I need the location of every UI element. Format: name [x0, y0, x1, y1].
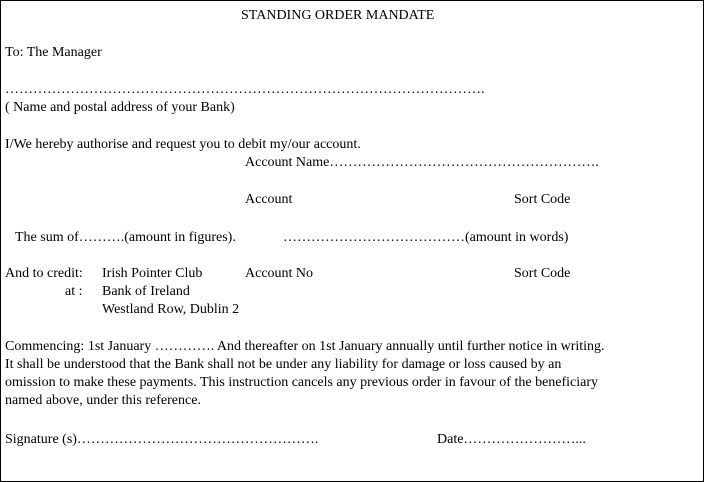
terms-line: omission to make these payments. This instruction cancels any previous order in favour of the beneficiary: [5, 375, 599, 390]
credit-account-no-label: Account No: [245, 266, 314, 281]
payee-name: Irish Pointer Club: [102, 266, 203, 281]
bank-address-field[interactable]: ………………………………………………………………………………………….: [5, 82, 485, 97]
sort-code-label: Sort Code: [514, 192, 571, 207]
credit-sort-code-label: Sort Code: [514, 266, 571, 281]
account-label: Account: [245, 192, 293, 207]
date-field[interactable]: Date……………………...: [437, 432, 586, 447]
beneficiary-bank-address: Westland Row, Dublin 2: [102, 302, 240, 317]
bank-address-hint: ( Name and postal address of your Bank): [5, 100, 235, 115]
authorise-statement: I/We hereby authorise and request you to debit my/our account.: [5, 137, 361, 152]
form-title: STANDING ORDER MANDATE: [241, 8, 435, 23]
sum-figures-field[interactable]: The sum of……….(amount in figures).: [15, 230, 236, 245]
account-name-field[interactable]: Account Name………………………………………………….: [245, 155, 599, 170]
at-label: at :: [65, 284, 83, 299]
to-manager-line: To: The Manager: [5, 45, 102, 60]
credit-label: And to credit:: [5, 266, 83, 281]
beneficiary-bank-name: Bank of Ireland: [102, 284, 190, 299]
signature-field[interactable]: Signature (s)…………………………………………….: [5, 432, 319, 447]
commencing-line: Commencing: 1st January …………. And thereafter on 1st January annually until further notice in writing.: [5, 339, 605, 354]
sum-words-field[interactable]: …………………………………(amount in words): [283, 230, 569, 245]
terms-line: named above, under this reference.: [5, 393, 201, 408]
terms-line: It shall be understood that the Bank shall not be under any liability for damage or loss caused by an: [5, 357, 562, 372]
